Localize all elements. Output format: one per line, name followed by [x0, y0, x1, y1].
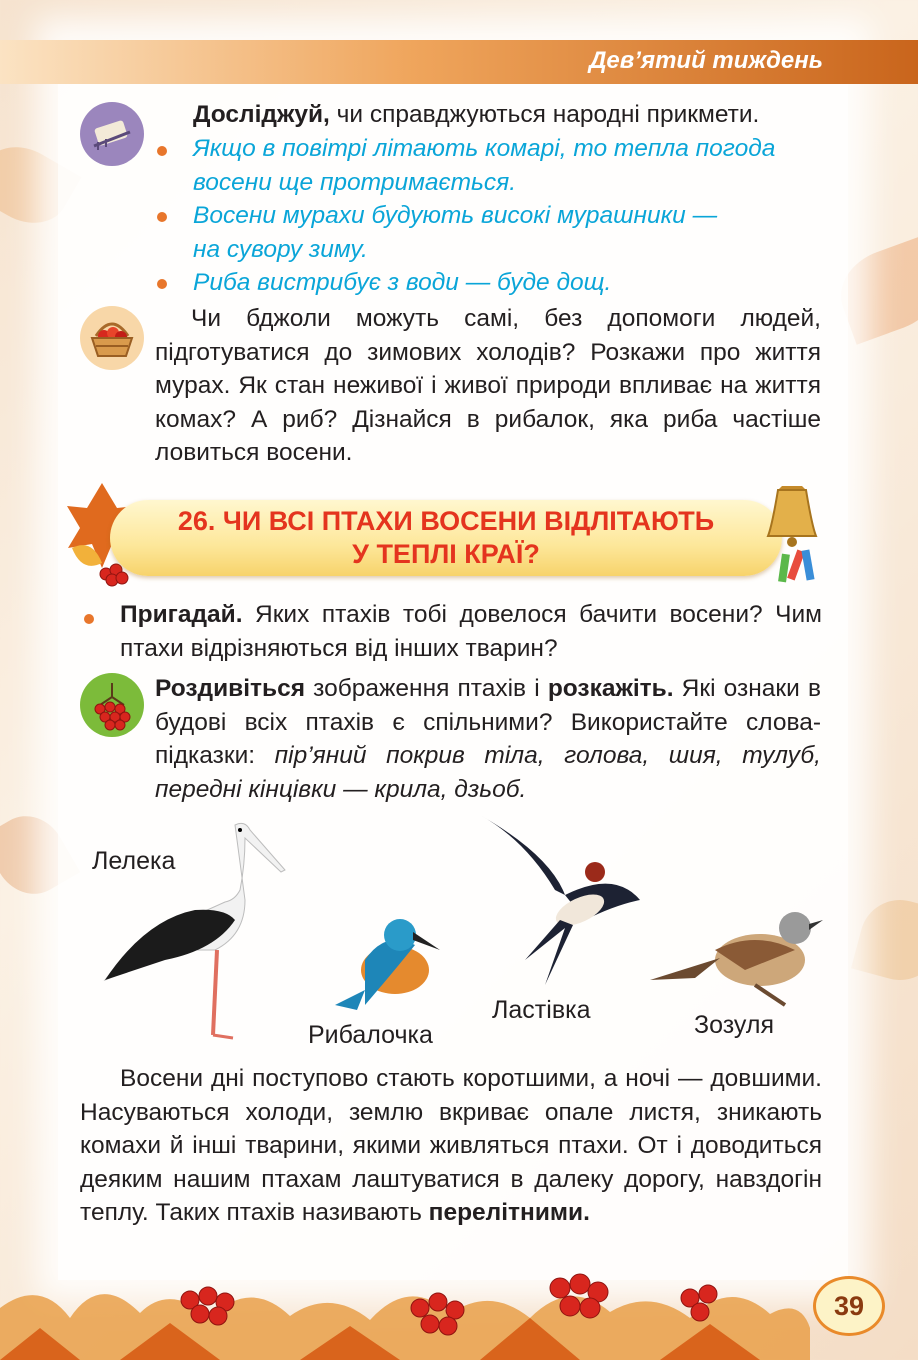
bird-label-swallow: Ластівка — [492, 996, 591, 1024]
bullet-dot — [84, 614, 94, 624]
sign-item — [193, 199, 833, 266]
bird-label-kingfisher: Рибалочка — [308, 1021, 433, 1049]
swallow-image — [480, 815, 640, 985]
observe-hints: пір’яний покрив тіла, голова, шия, тулуб, передні кінцівки — крила, дзьоб. — [155, 742, 821, 803]
recall-bold: Пригадай. — [120, 601, 243, 628]
rowan-berries-icon — [80, 673, 144, 737]
sign-line: восени ще протримається. — [193, 168, 517, 196]
sign-item — [193, 266, 833, 300]
bird-label-cuckoo: Зозуля — [694, 1011, 774, 1039]
closing-paragraph — [80, 1062, 822, 1230]
sign-line: Риба вистрибує з води — буде дощ. — [193, 269, 612, 296]
bullet-dot — [157, 146, 167, 156]
school-bell-icon — [762, 476, 826, 586]
lesson-title-line: У ТЕПЛІ КРАЇ? — [352, 539, 540, 569]
sign-line: Восени мурахи будують високі мурашники — — [193, 202, 718, 229]
observe-text: зображення птахів і — [305, 675, 548, 702]
recall-paragraph — [120, 598, 822, 665]
observe-bold: розкажіть. — [547, 675, 674, 702]
closing-bold: перелітними. — [428, 1199, 590, 1226]
explore-lead-text: чи справджуються народні прикмети. — [329, 101, 760, 128]
basket-icon — [80, 306, 144, 370]
observe-paragraph — [155, 672, 821, 806]
lesson-title-line: 26. ЧИ ВСІ ПТАХИ ВОСЕНИ ВІДЛІТАЮТЬ — [177, 506, 715, 536]
bird-label-stork: Лелека — [92, 847, 176, 875]
research-icon — [80, 102, 144, 166]
observe-text: Які ознаки в будові всіх птахів є спільними? Використайте слова-підказки: — [155, 675, 821, 769]
closing-text: Восени дні поступово стають коротшими, а ночі — довшими. Насуваються холоди, землю вкриває опале листя, зникають комахи й інші тварини, якими живляться птахи. От і доводиться деяким нашим птахам лаштуватися в далеку дорогу, навздогін теплу. Таких птахів називають — [80, 1065, 822, 1226]
recall-text: Яких птахів тобі довелося бачити восени? Чим птахи відрізняються від інших тварин? — [120, 601, 822, 662]
week-title: Дев’ятий тиждень — [589, 47, 823, 74]
sign-line: Якщо в повітрі літають комарі, то тепла погода — [193, 135, 776, 162]
sign-line: на сувору зиму. — [193, 235, 368, 263]
explore-lead-bold: Досліджуй, — [193, 101, 330, 128]
background-leaf — [851, 891, 918, 989]
questions-paragraph: Чи бджоли можуть самі, без допомоги людей, підготуватися до зимових холодів? Розкажи про життя мурах. Як стан неживої і живої природи впливає на життя комах? А риб? Дізнайся в рибалок, яка риба частіше ловиться восени. — [155, 305, 821, 466]
lesson-title — [110, 505, 782, 571]
bullet-dot — [157, 212, 167, 222]
page-number: 39 — [813, 1276, 885, 1336]
thrush-image — [650, 912, 823, 1005]
autumn-border-decoration — [0, 1268, 918, 1360]
sign-item — [193, 132, 833, 199]
explore-lead — [193, 98, 833, 132]
kingfisher-image — [335, 919, 440, 1010]
observe-bold: Роздивіться — [155, 675, 306, 702]
bullet-dot — [157, 279, 167, 289]
